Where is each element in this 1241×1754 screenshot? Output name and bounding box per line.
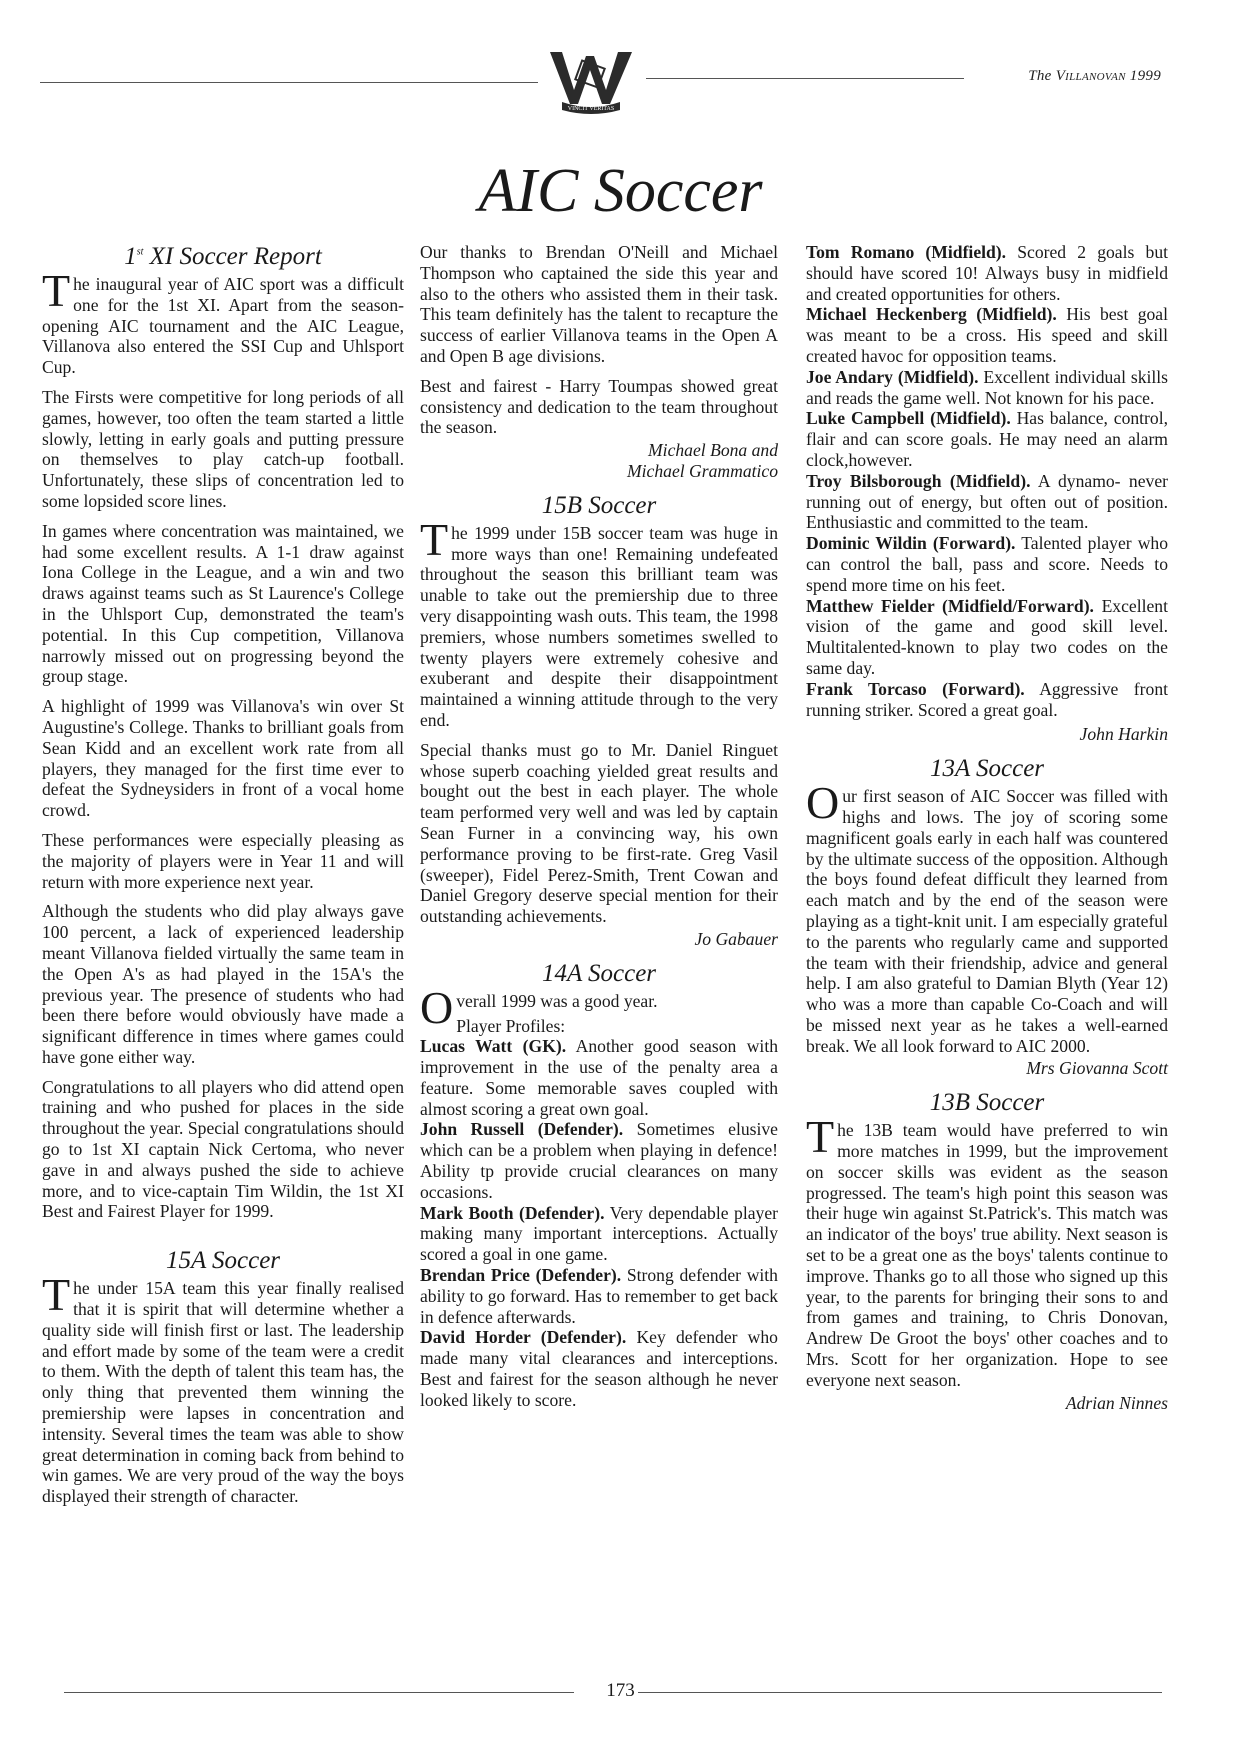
player-description: Has balance, control, flair and can score goals. He may need an alarm clock,however. — [806, 408, 1168, 470]
player-profile — [420, 1265, 778, 1327]
player-name: Michael Heckenberg (Midfield). — [806, 304, 1057, 325]
player-name: Lucas Watt (GK). — [420, 1036, 567, 1057]
player-name: Joe Andary (Midfield). — [806, 366, 979, 387]
player-profile — [420, 1119, 778, 1202]
13b-signature: Adrian Ninnes — [1065, 1392, 1168, 1413]
player-profile — [806, 304, 1168, 366]
player-description: Sometimes elusive which can be a problem when playing in defence! Ability tp provide crucial clearances on many occasions. — [420, 1119, 778, 1202]
player-description: Aggressive front running striker. Scored a great goal. — [806, 678, 1168, 720]
player-name: Troy Bilsborough (Midfield). — [806, 470, 1031, 491]
player-description: Key defender who made many vital clearances and interceptions. Best and fairest for the season although he never looked likely to score. — [420, 1327, 778, 1410]
player-profile — [806, 408, 1168, 470]
player-name: David Horder (Defender). — [420, 1327, 627, 1348]
15b-p2: Special thanks must go to Mr. Daniel Ringuet whose superb coaching yielded great results and bought out the best in each player. The whole team performed very well and was led by captain Sean Furner in a convincing way, his own performance proving to be first-rate. Greg Vasil (sweeper), Fidel Perez-Smith, Trent Cowan and Daniel Gregory deserve special mention for their outstanding achievements. — [420, 739, 778, 927]
player-description: Talented player who can control the ball, pass and score. Needs to spend more time on his feet. — [806, 533, 1168, 595]
15b-p1: The 1999 under 15B soccer team was huge in more ways than one! Remaining undefeated throughout the season this brilliant team was unable to take out the premiership due to three very disappointing wash outs. This team, the 1998 premiers, whose numbers sometimes swelled to twenty players were extremely cohesive and exuberant and despite their disappointment maintained a winning attitude through to the very end. — [420, 513, 778, 730]
running-head — [1028, 68, 1161, 85]
player-profile — [420, 1327, 778, 1410]
15a-p2: Our thanks to Brendan O'Neill and Michael Thompson who captained the side this year and also to the others who assisted them in their task. This team definitely has the talent to recapture the success of earlier Villanova teams in the Open A and Open B age divisions. — [420, 242, 778, 366]
player-profile — [806, 242, 1168, 304]
13a-p1: Our first season of AIC Soccer was filled with highs and lows. The joy of scoring some magnificent goals early in each half was countered by the ultimate success of the opposition. Although the boys found defeat difficult they learned from each match and by the end of the season were playing as a tight-knit unit. I am especially grateful to the parents who regularly came and supported the team with their friendship, advice and general help. I am also grateful to Damian Blyth (Year 12) who was a more than capable Co-Coach and will be missed next year as he takes a well-earned break. We all look forward to AIC 2000. — [806, 777, 1168, 1056]
page-title: AIC Soccer — [478, 157, 763, 225]
first-xi-p1: The inaugural year of AIC sport was a difficult one for the 1st XI. Apart from the season-opening AIC tournament and the AIC League, Villanova also entered the SSI Cup and Uhlsport Cup. — [42, 265, 404, 378]
player-description: Excellent vision of the game and good skill level. Multitalented-known to play two codes on the same day. — [806, 595, 1168, 678]
player-name: Frank Torcaso (Forward). — [806, 678, 1025, 699]
player-name: Brendan Price (Defender). — [420, 1265, 622, 1286]
14a-profiles-label: Player Profiles: — [456, 1015, 566, 1036]
column-2 — [420, 242, 778, 1411]
player-profile — [806, 471, 1168, 533]
first-xi-p6: Although the students who did play always gave 100 percent, a lack of experienced leadership meant Villanova fielded virtually the same team in the Open A's as had played in the 15A's the previous year. The presence of students who had been there before would obviously have made a significant difference in times where games could have gone either way. — [42, 901, 404, 1067]
running-head-prefix: The — [1028, 68, 1052, 84]
page-number: 173 — [606, 1680, 635, 1701]
player-name: Mark Booth (Defender). — [420, 1202, 605, 1223]
first-xi-p5: These performances were especially pleasing as the majority of players were in Year 11 and will return with more experience next year. — [42, 829, 404, 892]
13b-heading: 13B Soccer — [929, 1089, 1045, 1117]
logo-motto: VINCIT VERITAS — [567, 106, 615, 112]
player-description: A dynamo- never running out of energy, but often out of position. Enthusiastic and committed to the team. — [806, 470, 1168, 533]
15b-heading: 15B Soccer — [541, 491, 657, 519]
player-name: Matthew Fielder (Midfield/Forward). — [806, 595, 1094, 616]
first-xi-heading: 1st XI Soccer Report — [124, 243, 322, 270]
player-profile — [806, 533, 1168, 595]
player-description: Very dependable player making many important interceptions. Actually scored a goal in one game. — [420, 1202, 778, 1265]
13a-signature: Mrs Giovanna Scott — [1026, 1058, 1168, 1079]
header-rule-left — [40, 82, 538, 83]
first-xi-p2: The Firsts were competitive for long periods of all games, however, too often the team started a little slowly, letting in early goals and putting pressure on themselves to play catch-up football. Unfortunately, these slips of concentration led to some lopsided score lines. — [42, 386, 404, 511]
first-xi-p7: Congratulations to all players who did attend open training and who pushed for places in the side throughout the year. Special congratulations should go to 1st XI captain Nick Certoma, who never gave in and always pushed the side to achieve more, and to vice-captain Tim Wildin, the 1st XI Best and Fairest Player for 1999. — [42, 1076, 404, 1222]
14a-profiles-part2 — [806, 242, 1168, 720]
player-description: Another good season with improvement in the use of the penalty area a feature. Some memorable saves coupled with almost scoring a great own goal. — [420, 1036, 779, 1119]
player-description: Scored 2 goals but should have scored 10! Always busy in midfield and created opportunities for others. — [806, 242, 1168, 304]
column-3 — [806, 242, 1168, 1422]
running-head-name: Villanovan — [1055, 68, 1126, 84]
player-profile — [806, 367, 1168, 409]
15a-p1: The under 15A team this year finally realised that it is spirit that will determine whether a quality side will finish first or last. The leadership and effort made by some of the team were a credit to them. With the depth of talent this team has, the only thing that prevented them winning the premiership were lapses in concentration and intensity. Several times the team was able to show great determination in coming back from behind to win games. We are very proud of the way the boys displayed their strength of character. — [42, 1269, 404, 1507]
player-name: Dominic Wildin (Forward). — [806, 533, 1016, 554]
player-name: Luke Campbell (Midfield). — [806, 408, 1011, 429]
player-profile — [806, 596, 1168, 679]
14a-signature: John Harkin — [1079, 724, 1168, 745]
player-description: Strong defender with ability to go forward. Has to remember to get back in defence afterwards. — [420, 1265, 778, 1327]
player-profile — [420, 1036, 778, 1119]
14a-p1: Overall 1999 was a good year. — [420, 981, 658, 1033]
player-name: Tom Romano (Midfield). — [806, 242, 1007, 262]
player-description: His best goal was meant to be a cross. His speed and skill created havoc for opposition teams. — [806, 304, 1169, 366]
15b-signature: Jo Gabauer — [694, 928, 778, 949]
player-profile — [806, 679, 1168, 721]
14a-profiles-part1 — [420, 1036, 778, 1410]
running-head-year: 1999 — [1129, 68, 1161, 84]
first-xi-p3: In games where concentration was maintained, we had some excellent results. A 1-1 draw against Iona College in the League, and a win and two draws against teams such as St Laurence's College in the Uhlsport Cup, demonstrated the team's potential. In this Cup competition, Villanova narrowly missed out on progressing beyond the group stage. — [42, 520, 404, 687]
13b-p1: The 13B team would have preferred to win more matches in 1999, but the improvement on soccer skills was evident as the season progressed. The team's high point this season was their huge win against St.Patrick's. This match was an indicator of the boys' true ability. Next season is set to be a great one as the boys' talents continue to improve. Thanks go to all those who signed up this year, to the parents for bringing their sons to and from games and training, to Chris Donovan, Andrew De Groot the boys' other coaches and to Mrs. Scott for her organization. Hope to see everyone next season. — [806, 1111, 1168, 1390]
player-profile — [420, 1203, 778, 1265]
15a-heading: 15A Soccer — [165, 1247, 281, 1275]
player-name: John Russell (Defender). — [420, 1119, 624, 1140]
15a-signature: Michael Bona and Michael Grammatico — [627, 440, 778, 481]
15a-p3: Best and fairest - Harry Toumpas showed great consistency and dedication to the team throughout the season. — [420, 375, 778, 438]
13a-heading: 13A Soccer — [929, 755, 1045, 783]
player-description: Excellent individual skills and reads the game well. Not known for his pace. — [806, 366, 1169, 408]
column-1 — [42, 242, 404, 1516]
header-rule-right — [646, 78, 964, 79]
school-crest-logo — [548, 46, 634, 114]
14a-heading: 14A Soccer — [541, 959, 657, 987]
first-xi-p4: A highlight of 1999 was Villanova's win over St Augustine's College. Thanks to brilliant goals from Sean Kidd and an excellent work rate from all players, they managed for the first time ever to defeat the Sydneysiders in front of a vocal home crowd. — [42, 696, 404, 821]
